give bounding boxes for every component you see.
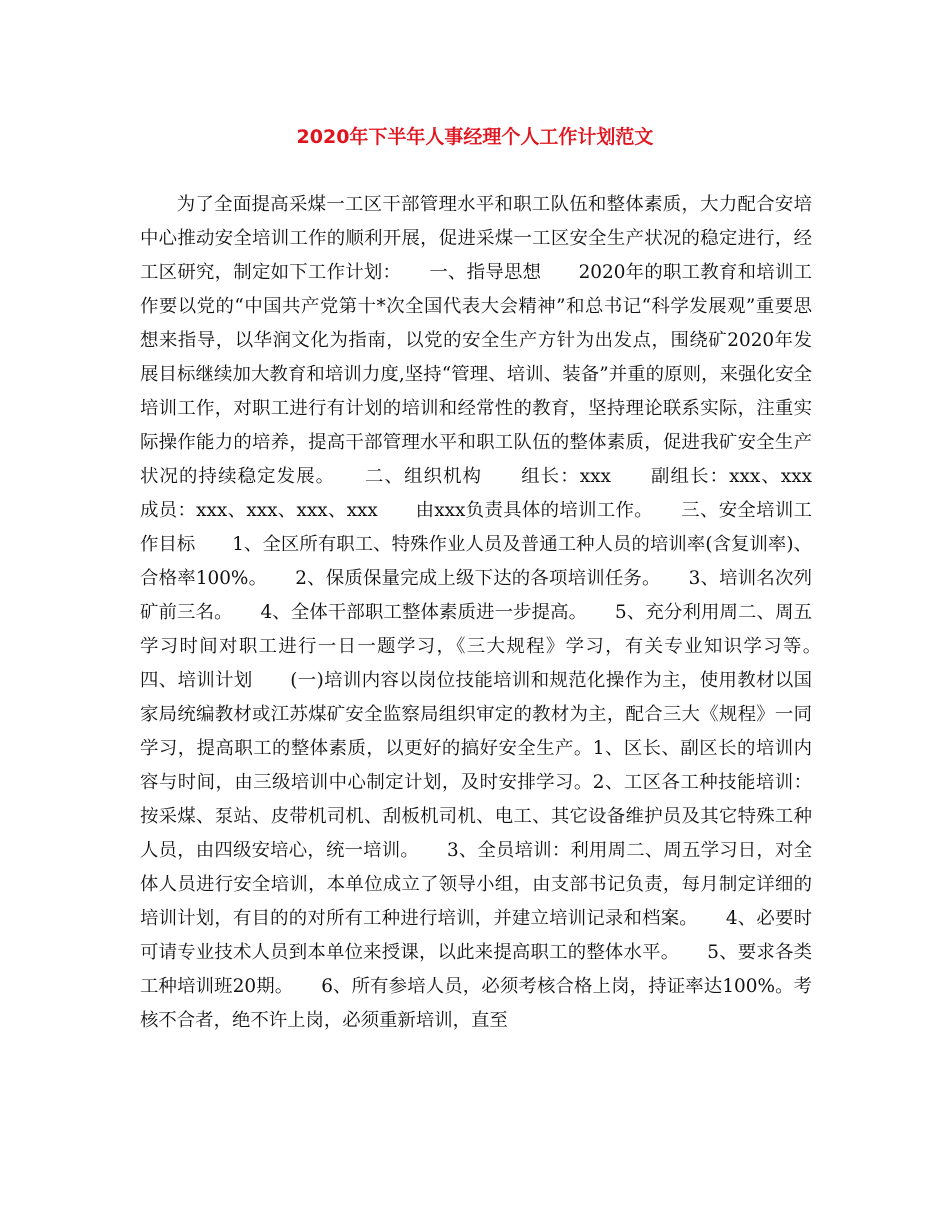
document-body-paragraph: 为了全面提高采煤一工区干部管理水平和职工队伍和整体素质，大力配合安培中心推动安全培训工作的顺利开展，促进采煤一工区安全生产状况的稳定进行，经工区研究，制定如下工作计划： 一、指导思想 2020年的职工教育和培训工作要以党的“中国共产党第十*次全国代表大会精神”和总书记“科学发展观”重要思想来指导，以华润文化为指南，以党的安全生产方针为出发点，围绕矿2020年发展目标继续加大教育和培训力度,坚持“管理、培训、装备”并重的原则，来强化安全培训工作，对职工进行有计划的培训和经常性的教育，坚持理论联系实际，注重实际操作能力的培养，提高干部管理水平和职工队伍的整体素质，促进我矿安全生产状况的持续稳定发展。 二、组织机构 组长：xxx 副组长：xxx、xxx 成员：xxx、xxx、xxx、xxx 由xxx负责具体的培训工作。 三、安全培训工作目标 1、全区所有职工、特殊作业人员及普通工种人员的培训率(含复训率)、合格率100%。 2、保质保量完成上级下达的各项培训任务。 3、培训名次列矿前三名。 4、全体干部职工整体素质进一步提高。 5、充分利用周二、周五学习时间对职工进行一日一题学习，《三大规程》学习，有关专业知识学习等。 四、培训计划 (一)培训内容以岗位技能培训和规范化操作为主，使用教材以国家局统编教材或江苏煤矿安全监察局组织审定的教材为主，配合三大《规程》一同学习，提高职工的整体素质，以更好的搞好安全生产。1、区长、副区长的培训内容与时间，由三级培训中心制定计划，及时安排学习。2、工区各工种技能培训：按采煤、泵站、皮带机司机、刮板机司机、电工、其它设备维护员及其它特殊工种人员，由四级安培心，统一培训。 3、全员培训：利用周二、周五学习日，对全体人员进行安全培训，本单位成立了领导小组，由支部书记负责，每月制定详细的培训计划，有目的的对所有工种进行培训，并建立培训记录和档案。 4、必要时可请专业技术人员到本单位来授课，以此来提高职工的整体水平。 5、要求各类工种培训班20期。 6、所有参培人员，必须考核合格上岗，持证率达100%。考核不合者，绝不许上岗，必须重新培训，直至 xyxy=(140,194,849,1031)
document-title: 2020年下半年人事经理个人工作计划范文 xyxy=(296,126,654,148)
